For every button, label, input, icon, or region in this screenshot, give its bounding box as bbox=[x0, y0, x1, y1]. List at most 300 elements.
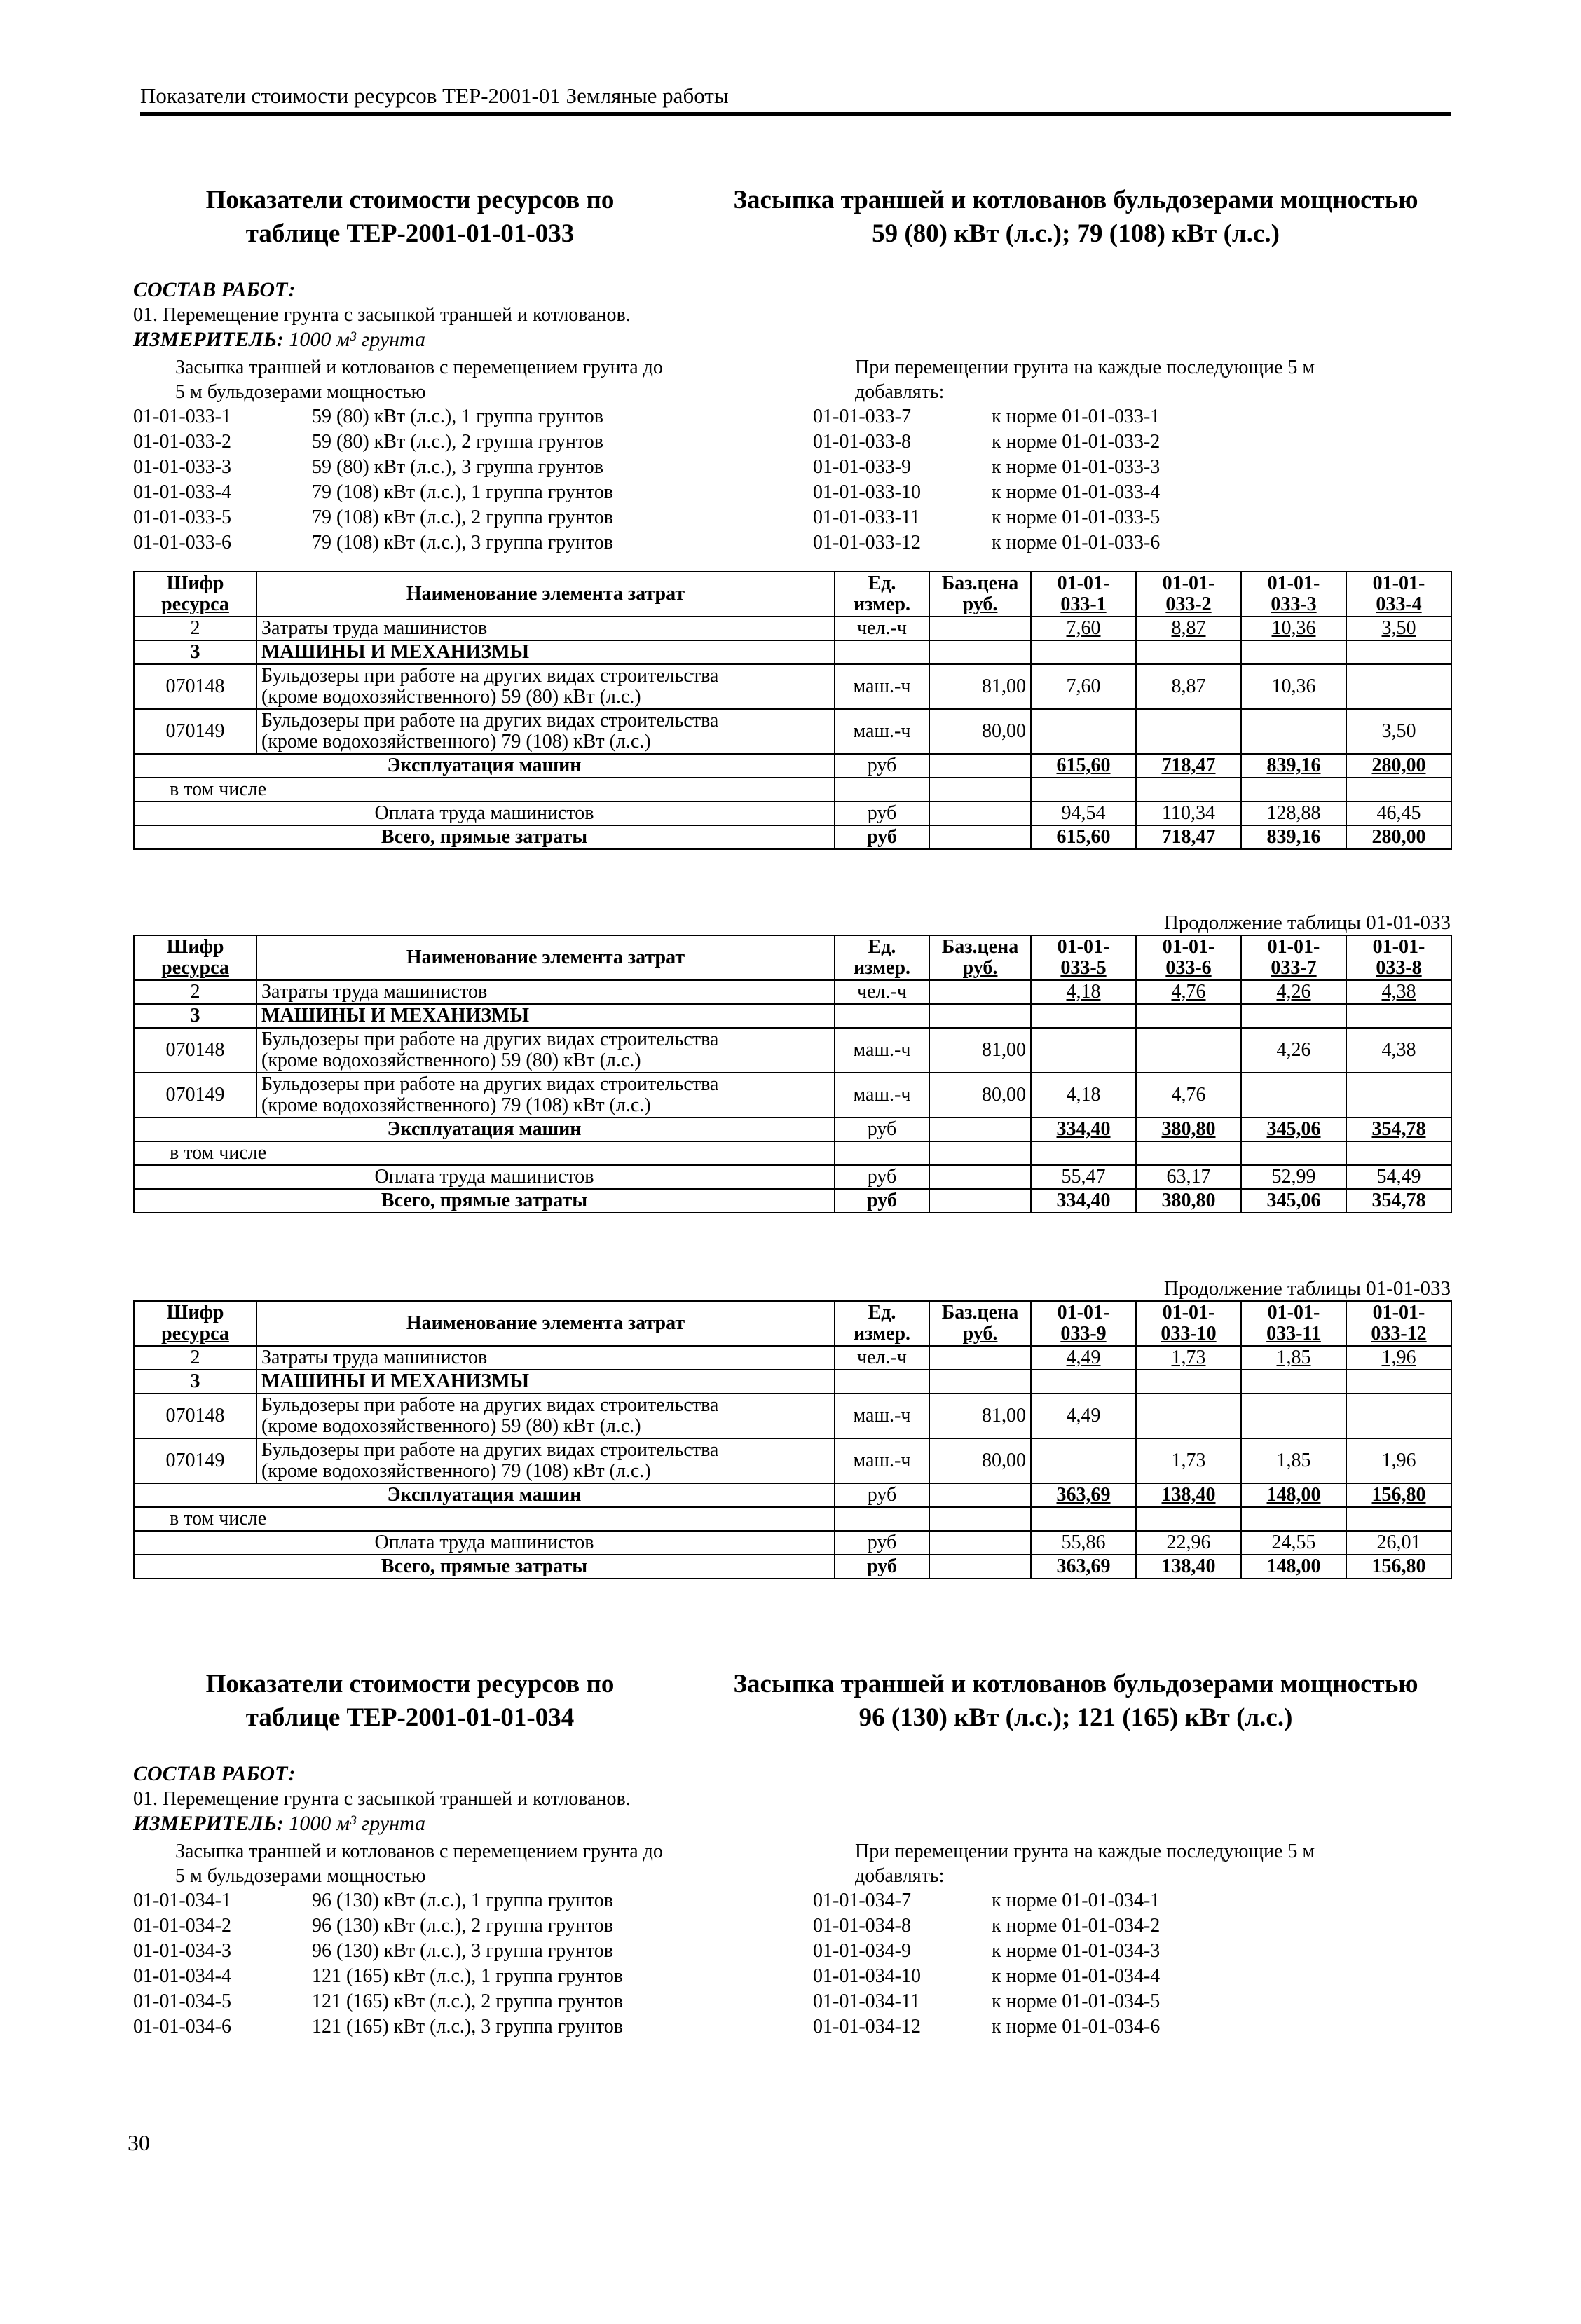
cell-value: 1,96 bbox=[1346, 1438, 1451, 1483]
cell-empty bbox=[929, 1118, 1031, 1141]
table-row-expl bbox=[134, 1118, 1451, 1141]
cell-empty bbox=[835, 1141, 929, 1165]
cell-value: 156,80 bbox=[1346, 1555, 1451, 1579]
cell-empty bbox=[929, 1483, 1031, 1507]
norm-row bbox=[133, 404, 813, 429]
header-text: 033-10 bbox=[1161, 1323, 1217, 1345]
norm-code: 01-01-034-2 bbox=[133, 1915, 231, 1937]
header-text: 01-01- bbox=[1267, 572, 1320, 594]
norm-row bbox=[133, 1913, 813, 1939]
col-header-norm bbox=[1136, 1301, 1241, 1346]
sostav-text: 01. Перемещение грунта с засыпкой траншей и котлованов. bbox=[133, 1788, 631, 1810]
cell-price bbox=[929, 617, 1031, 640]
izmer-label: ИЗМЕРИТЕЛЬ: bbox=[133, 328, 284, 351]
cell-price: 81,00 bbox=[929, 664, 1031, 709]
right-intro-2: добавлять: bbox=[855, 1865, 945, 1887]
cell-value: 1,96 bbox=[1346, 1346, 1451, 1370]
col-header-name: Наименование элемента затрат bbox=[256, 935, 835, 980]
resource-table-1 bbox=[133, 571, 1452, 850]
cell-value: 1,85 bbox=[1241, 1346, 1346, 1370]
cell-value bbox=[1241, 1394, 1346, 1438]
add-row bbox=[813, 1939, 1451, 1964]
cell-empty bbox=[1136, 640, 1241, 664]
header-text: 033-11 bbox=[1266, 1323, 1321, 1345]
add-row bbox=[813, 455, 1451, 480]
col-header-norm bbox=[1241, 572, 1346, 617]
cell-empty bbox=[929, 1141, 1031, 1165]
cell-code: 070148 bbox=[134, 664, 256, 709]
cell-value: 128,88 bbox=[1241, 802, 1346, 825]
cell-code: 070149 bbox=[134, 1438, 256, 1483]
cell-empty bbox=[929, 1555, 1031, 1579]
cell-empty bbox=[1031, 640, 1136, 664]
resource-table-2 bbox=[133, 935, 1452, 1213]
norm-code: 01-01-033-6 bbox=[133, 532, 231, 554]
cell-empty bbox=[1241, 640, 1346, 664]
cell-empty bbox=[1241, 1004, 1346, 1028]
norm-code: 01-01-033-2 bbox=[133, 431, 231, 453]
cell-value: 718,47 bbox=[1136, 754, 1241, 778]
cell-empty bbox=[1241, 778, 1346, 802]
cell-text-line: Бульдозеры при работе на других видах строительства bbox=[261, 710, 719, 731]
cell-text-line: (кроме водохозяйственного) 79 (108) кВт (л.с.) bbox=[261, 731, 651, 752]
norm-row bbox=[133, 2014, 813, 2040]
col-header-shifr bbox=[134, 935, 256, 980]
table-row-total bbox=[134, 825, 1451, 849]
cell-unit: маш.-ч bbox=[835, 1438, 929, 1483]
table-row-machine bbox=[134, 1394, 1451, 1438]
add-text: к норме 01-01-034-6 bbox=[992, 2016, 1161, 2037]
cell-name: Оплата труда машинистов bbox=[134, 1531, 835, 1555]
title-right-line-1: Засыпка траншей и котлованов бульдозерами мощностью bbox=[733, 186, 1418, 214]
add-code: 01-01-034-9 bbox=[813, 1940, 911, 1962]
cell-name: Всего, прямые затраты bbox=[134, 1555, 835, 1579]
cell-empty bbox=[929, 1189, 1031, 1213]
cell-value: 4,26 bbox=[1241, 980, 1346, 1004]
table-row-group bbox=[134, 640, 1451, 664]
norm-row bbox=[133, 480, 813, 505]
right-intro-1: При перемещении грунта на каждые последующие 5 м bbox=[855, 1841, 1315, 1862]
table-row-expl bbox=[134, 754, 1451, 778]
title-right-line-2: 96 (130) кВт (л.с.); 121 (165) кВт (л.с.) bbox=[858, 1703, 1293, 1732]
norm-code: 01-01-034-5 bbox=[133, 1990, 231, 2012]
cell-value bbox=[1346, 664, 1451, 709]
izmeritel bbox=[133, 1811, 1451, 1836]
add-row bbox=[813, 2014, 1451, 2040]
cell-value: 345,06 bbox=[1241, 1189, 1346, 1213]
norm-row bbox=[133, 429, 813, 455]
add-code: 01-01-034-7 bbox=[813, 1890, 911, 1911]
cell-value: 10,36 bbox=[1241, 617, 1346, 640]
cell-empty bbox=[1136, 778, 1241, 802]
cell-name: МАШИНЫ И МЕХАНИЗМЫ bbox=[256, 1370, 835, 1394]
cell-unit: руб bbox=[835, 802, 929, 825]
add-text: к норме 01-01-033-1 bbox=[992, 406, 1161, 427]
add-code: 01-01-033-10 bbox=[813, 481, 921, 503]
cell-name: МАШИНЫ И МЕХАНИЗМЫ bbox=[256, 640, 835, 664]
header-text: Ед. bbox=[868, 936, 896, 958]
norm-row bbox=[133, 1989, 813, 2014]
add-row bbox=[813, 1888, 1451, 1913]
table-row-labor bbox=[134, 617, 1451, 640]
add-text: к норме 01-01-034-1 bbox=[992, 1890, 1161, 1911]
cell-price: 81,00 bbox=[929, 1394, 1031, 1438]
add-row bbox=[813, 505, 1451, 530]
header-text: Баз.цена bbox=[941, 1302, 1019, 1323]
header-text: Ед. bbox=[868, 1302, 896, 1323]
header-text: 01-01- bbox=[1057, 1302, 1110, 1323]
cell-value: 4,18 bbox=[1031, 1073, 1136, 1118]
izmeritel bbox=[133, 327, 1451, 352]
add-code: 01-01-033-11 bbox=[813, 507, 920, 528]
cell-name: МАШИНЫ И МЕХАНИЗМЫ bbox=[256, 1004, 835, 1028]
table-row-total bbox=[134, 1189, 1451, 1213]
add-text: к норме 01-01-033-4 bbox=[992, 481, 1161, 503]
sostav-text: 01. Перемещение грунта с засыпкой траншей и котлованов. bbox=[133, 304, 631, 326]
header-text: Шифр bbox=[166, 572, 224, 594]
cell-unit: руб bbox=[835, 825, 929, 849]
cell-value bbox=[1241, 1073, 1346, 1118]
add-text: к норме 01-01-034-5 bbox=[992, 1990, 1161, 2012]
cell-empty bbox=[1346, 1141, 1451, 1165]
cell-empty bbox=[1346, 1004, 1451, 1028]
table-row-machine bbox=[134, 1028, 1451, 1073]
table-row-machine bbox=[134, 664, 1451, 709]
cell-value: 10,36 bbox=[1241, 664, 1346, 709]
col-header-norm bbox=[1346, 1301, 1451, 1346]
header-text: 033-1 bbox=[1060, 593, 1107, 615]
header-text: измер. bbox=[853, 957, 911, 979]
continuation-note: Продолжение таблицы 01-01-033 bbox=[1163, 1277, 1451, 1300]
table-row-vtom bbox=[134, 778, 1451, 802]
cell-value: 156,80 bbox=[1346, 1483, 1451, 1507]
cell-name: в том числе bbox=[134, 1507, 835, 1531]
col-header-name: Наименование элемента затрат bbox=[256, 572, 835, 617]
cell-unit: чел.-ч bbox=[835, 1346, 929, 1370]
cell-value: 718,47 bbox=[1136, 825, 1241, 849]
header-text: 01-01- bbox=[1162, 1302, 1215, 1323]
cell-name: Всего, прямые затраты bbox=[134, 825, 835, 849]
norm-text: 121 (165) кВт (л.с.), 1 группа грунтов bbox=[312, 1965, 623, 1987]
cell-empty bbox=[929, 1004, 1031, 1028]
page-number: 30 bbox=[128, 2130, 150, 2155]
header-text: 033-12 bbox=[1371, 1323, 1427, 1345]
cell-unit: руб bbox=[835, 1118, 929, 1141]
col-header-name: Наименование элемента затрат bbox=[256, 1301, 835, 1346]
cell-value: 3,50 bbox=[1346, 709, 1451, 754]
col-header-shifr bbox=[134, 572, 256, 617]
cell-value: 363,69 bbox=[1031, 1555, 1136, 1579]
cell-code: 3 bbox=[134, 1370, 256, 1394]
cell-value: 4,76 bbox=[1136, 980, 1241, 1004]
cell-value: 4,38 bbox=[1346, 980, 1451, 1004]
norm-code: 01-01-034-3 bbox=[133, 1940, 231, 1962]
cell-name bbox=[256, 664, 835, 709]
cell-empty bbox=[929, 640, 1031, 664]
cell-value: 1,73 bbox=[1136, 1346, 1241, 1370]
header-text: 033-9 bbox=[1060, 1323, 1107, 1345]
table-row-vtom bbox=[134, 1141, 1451, 1165]
cell-value: 363,69 bbox=[1031, 1483, 1136, 1507]
add-row bbox=[813, 1964, 1451, 1989]
header-text: 01-01- bbox=[1372, 1302, 1425, 1323]
cell-unit: руб bbox=[835, 1531, 929, 1555]
cell-name: Затраты труда машинистов bbox=[256, 617, 835, 640]
cell-name bbox=[256, 1028, 835, 1073]
cell-text-line: Бульдозеры при работе на других видах строительства bbox=[261, 1073, 719, 1095]
title-left-line-2: таблице ТЕР-2001-01-01-033 bbox=[245, 219, 575, 248]
cell-price: 81,00 bbox=[929, 1028, 1031, 1073]
header-text: 033-6 bbox=[1165, 957, 1212, 979]
cell-empty bbox=[929, 1507, 1031, 1531]
norm-text: 96 (130) кВт (л.с.), 2 группа грунтов bbox=[312, 1915, 613, 1937]
cell-text-line: Бульдозеры при работе на других видах строительства bbox=[261, 1029, 719, 1050]
cell-value: 138,40 bbox=[1136, 1555, 1241, 1579]
norm-text: 121 (165) кВт (л.с.), 3 группа грунтов bbox=[312, 2016, 623, 2037]
title-left-line-2: таблице ТЕР-2001-01-01-034 bbox=[245, 1703, 575, 1732]
cell-value: 8,87 bbox=[1136, 664, 1241, 709]
norm-code: 01-01-034-1 bbox=[133, 1890, 231, 1911]
cell-value bbox=[1031, 709, 1136, 754]
norm-row bbox=[133, 1888, 813, 1913]
norm-text: 59 (80) кВт (л.с.), 2 группа грунтов bbox=[312, 431, 603, 453]
title-right-line-1: Засыпка траншей и котлованов бульдозерами мощностью bbox=[733, 1670, 1418, 1698]
header-text: руб. bbox=[962, 593, 998, 615]
cell-value: 334,40 bbox=[1031, 1118, 1136, 1141]
cell-value: 7,60 bbox=[1031, 617, 1136, 640]
table-row-vtom bbox=[134, 1507, 1451, 1531]
norm-text: 59 (80) кВт (л.с.), 3 группа грунтов bbox=[312, 456, 603, 478]
cell-value: 3,50 bbox=[1346, 617, 1451, 640]
norm-row bbox=[133, 1964, 813, 1989]
cell-empty bbox=[835, 640, 929, 664]
cell-name bbox=[256, 709, 835, 754]
add-text: к норме 01-01-034-4 bbox=[992, 1965, 1161, 1987]
add-code: 01-01-033-8 bbox=[813, 431, 911, 453]
header-text: 033-8 bbox=[1376, 957, 1422, 979]
cell-empty bbox=[929, 778, 1031, 802]
header-text: 033-3 bbox=[1271, 593, 1317, 615]
cell-value: 55,47 bbox=[1031, 1165, 1136, 1189]
cell-value bbox=[1136, 709, 1241, 754]
cell-value: 334,40 bbox=[1031, 1189, 1136, 1213]
cell-value: 354,78 bbox=[1346, 1189, 1451, 1213]
header-text: ресурса bbox=[161, 1323, 229, 1345]
table-row-machine bbox=[134, 709, 1451, 754]
cell-value: 24,55 bbox=[1241, 1531, 1346, 1555]
col-header-norm bbox=[1346, 572, 1451, 617]
header-text: руб. bbox=[962, 1323, 998, 1345]
cell-empty bbox=[835, 1370, 929, 1394]
cell-name: Затраты труда машинистов bbox=[256, 980, 835, 1004]
cell-value: 148,00 bbox=[1241, 1555, 1346, 1579]
left-intro-1: Засыпка траншей и котлованов с перемещением грунта до bbox=[175, 357, 663, 378]
section-title bbox=[133, 1668, 1451, 1735]
cell-empty bbox=[929, 754, 1031, 778]
add-code: 01-01-033-7 bbox=[813, 406, 911, 427]
header-text: 01-01- bbox=[1162, 936, 1215, 958]
cell-empty bbox=[1346, 1370, 1451, 1394]
table-header-row bbox=[134, 935, 1451, 980]
norm-code: 01-01-033-4 bbox=[133, 481, 231, 503]
cell-empty bbox=[1136, 1370, 1241, 1394]
add-code: 01-01-034-10 bbox=[813, 1965, 921, 1987]
izmer-text: 1000 м³ грунта bbox=[289, 328, 426, 351]
table-row-machine bbox=[134, 1438, 1451, 1483]
section-033 bbox=[133, 184, 1451, 556]
table-row-total bbox=[134, 1555, 1451, 1579]
cell-code: 070149 bbox=[134, 1073, 256, 1118]
cell-name bbox=[256, 1394, 835, 1438]
cell-text-line: Бульдозеры при работе на других видах строительства bbox=[261, 665, 719, 687]
norm-text: 79 (108) кВт (л.с.), 1 группа грунтов bbox=[312, 481, 613, 503]
cell-price: 80,00 bbox=[929, 1073, 1031, 1118]
header-text: руб. bbox=[962, 957, 998, 979]
col-header-price bbox=[929, 572, 1031, 617]
section-title bbox=[133, 184, 1451, 251]
norm-code: 01-01-033-3 bbox=[133, 456, 231, 478]
cell-name: Эксплуатация машин bbox=[134, 1118, 835, 1141]
add-text: к норме 01-01-033-3 bbox=[992, 456, 1161, 478]
cell-empty bbox=[929, 1531, 1031, 1555]
cell-empty bbox=[1031, 1370, 1136, 1394]
header-text: ресурса bbox=[161, 593, 229, 615]
cell-value: 94,54 bbox=[1031, 802, 1136, 825]
add-row bbox=[813, 429, 1451, 455]
table-row-opl bbox=[134, 1165, 1451, 1189]
add-text: к норме 01-01-034-2 bbox=[992, 1915, 1161, 1937]
cell-name: Эксплуатация машин bbox=[134, 754, 835, 778]
cell-value: 4,76 bbox=[1136, 1073, 1241, 1118]
table-header-row bbox=[134, 1301, 1451, 1346]
title-left-line-1: Показатели стоимости ресурсов по bbox=[205, 186, 615, 214]
cell-value: 345,06 bbox=[1241, 1118, 1346, 1141]
izmer-text: 1000 м³ грунта bbox=[289, 1812, 426, 1835]
table-row-machine bbox=[134, 1073, 1451, 1118]
header-text: 01-01- bbox=[1267, 936, 1320, 958]
cell-value bbox=[1031, 1028, 1136, 1073]
col-header-norm bbox=[1136, 572, 1241, 617]
table-row-expl bbox=[134, 1483, 1451, 1507]
cell-empty bbox=[1241, 1370, 1346, 1394]
col-header-norm bbox=[1346, 935, 1451, 980]
cell-value: 1,85 bbox=[1241, 1438, 1346, 1483]
norm-code: 01-01-033-1 bbox=[133, 406, 231, 427]
cell-empty bbox=[835, 1004, 929, 1028]
cell-unit: чел.-ч bbox=[835, 617, 929, 640]
cell-empty bbox=[929, 1165, 1031, 1189]
col-header-price bbox=[929, 1301, 1031, 1346]
header-text: 033-5 bbox=[1060, 957, 1107, 979]
cell-code: 3 bbox=[134, 1004, 256, 1028]
cell-value: 52,99 bbox=[1241, 1165, 1346, 1189]
left-intro-2: 5 м бульдозерами мощностью bbox=[175, 381, 426, 403]
cell-empty bbox=[1136, 1507, 1241, 1531]
add-row bbox=[813, 480, 1451, 505]
cell-code: 3 bbox=[134, 640, 256, 664]
table-row-labor bbox=[134, 980, 1451, 1004]
continuation-note: Продолжение таблицы 01-01-033 bbox=[1163, 912, 1451, 934]
cell-unit: руб bbox=[835, 1165, 929, 1189]
cell-name: Оплата труда машинистов bbox=[134, 802, 835, 825]
cell-unit: руб bbox=[835, 1555, 929, 1579]
cell-text-line: Бульдозеры при работе на других видах строительства bbox=[261, 1394, 719, 1416]
page-header: Показатели стоимости ресурсов ТЕР-2001-01 Земляные работы bbox=[140, 83, 1451, 116]
col-header-norm bbox=[1031, 1301, 1136, 1346]
right-intro-2: добавлять: bbox=[855, 381, 945, 403]
add-row bbox=[813, 1913, 1451, 1939]
add-text: к норме 01-01-034-3 bbox=[992, 1940, 1161, 1962]
cell-name: Эксплуатация машин bbox=[134, 1483, 835, 1507]
norm-code: 01-01-034-6 bbox=[133, 2016, 231, 2037]
col-header-unit bbox=[835, 1301, 929, 1346]
cell-value: 46,45 bbox=[1346, 802, 1451, 825]
cell-value bbox=[1346, 1073, 1451, 1118]
add-text: к норме 01-01-033-6 bbox=[992, 532, 1161, 554]
cell-unit: маш.-ч bbox=[835, 1394, 929, 1438]
cell-empty bbox=[1241, 1141, 1346, 1165]
cell-code: 2 bbox=[134, 1346, 256, 1370]
left-intro-2: 5 м бульдозерами мощностью bbox=[175, 1865, 426, 1887]
add-row bbox=[813, 1989, 1451, 2014]
cell-text-line: (кроме водохозяйственного) 59 (80) кВт (л.с.) bbox=[261, 686, 641, 708]
col-header-norm bbox=[1031, 572, 1136, 617]
cell-name bbox=[256, 1438, 835, 1483]
cell-value: 280,00 bbox=[1346, 825, 1451, 849]
norm-row bbox=[133, 455, 813, 480]
cell-value: 380,80 bbox=[1136, 1189, 1241, 1213]
cell-value: 63,17 bbox=[1136, 1165, 1241, 1189]
cell-value bbox=[1136, 1394, 1241, 1438]
add-code: 01-01-033-9 bbox=[813, 456, 911, 478]
cell-value: 138,40 bbox=[1136, 1483, 1241, 1507]
cell-value: 280,00 bbox=[1346, 754, 1451, 778]
header-text: 01-01- bbox=[1057, 572, 1110, 594]
header-text: измер. bbox=[853, 593, 911, 615]
header-text: 01-01- bbox=[1057, 936, 1110, 958]
cell-value: 54,49 bbox=[1346, 1165, 1451, 1189]
cell-value: 1,73 bbox=[1136, 1438, 1241, 1483]
cell-value: 4,49 bbox=[1031, 1346, 1136, 1370]
add-code: 01-01-034-12 bbox=[813, 2016, 921, 2037]
left-intro-1: Засыпка траншей и котлованов с перемещением грунта до bbox=[175, 1841, 663, 1862]
cell-empty bbox=[835, 778, 929, 802]
table-row-opl bbox=[134, 1531, 1451, 1555]
cell-value: 55,86 bbox=[1031, 1531, 1136, 1555]
cell-value: 839,16 bbox=[1241, 754, 1346, 778]
sostav-label: СОСТАВ РАБОТ: bbox=[133, 1762, 296, 1785]
header-text: 033-4 bbox=[1376, 593, 1422, 615]
cell-empty bbox=[1346, 640, 1451, 664]
cell-code: 070148 bbox=[134, 1028, 256, 1073]
cell-unit: руб bbox=[835, 1483, 929, 1507]
header-text: 01-01- bbox=[1162, 572, 1215, 594]
section-034 bbox=[133, 1668, 1451, 2040]
header-text: ресурса bbox=[161, 957, 229, 979]
col-header-shifr bbox=[134, 1301, 256, 1346]
cell-value: 22,96 bbox=[1136, 1531, 1241, 1555]
norm-text: 96 (130) кВт (л.с.), 3 группа грунтов bbox=[312, 1940, 613, 1962]
header-text: Шифр bbox=[166, 1302, 224, 1323]
table-row-group bbox=[134, 1004, 1451, 1028]
cell-value bbox=[1241, 709, 1346, 754]
cell-unit: маш.-ч bbox=[835, 709, 929, 754]
cell-value bbox=[1031, 1438, 1136, 1483]
add-row bbox=[813, 404, 1451, 429]
col-header-norm bbox=[1241, 935, 1346, 980]
cell-unit: маш.-ч bbox=[835, 1073, 929, 1118]
cell-name: Затраты труда машинистов bbox=[256, 1346, 835, 1370]
